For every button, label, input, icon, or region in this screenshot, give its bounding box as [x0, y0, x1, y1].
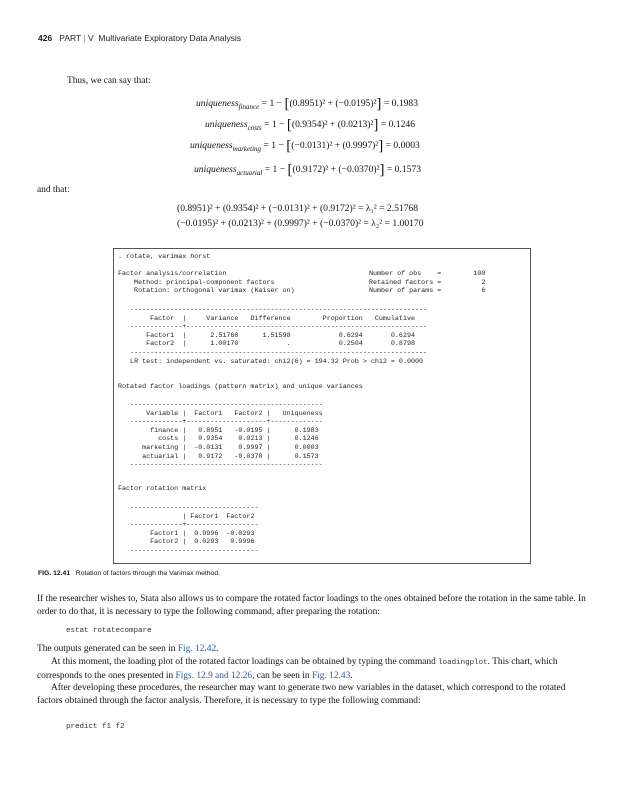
- table-row: marketing | -0.0131 0.9997 | 0.0003: [114, 443, 319, 452]
- table-row: -------------+------------------------------------------------------------: [114, 323, 428, 332]
- table-row: finance | 0.8951 -0.0195 | 0.1983: [114, 426, 319, 435]
- code-line: estat rotatecompare: [66, 627, 152, 635]
- table-row: --------------------------------: [114, 546, 259, 555]
- table-row: ------------------------------------------------: [114, 461, 323, 470]
- table-row: Factor1 | 0.9996 -0.0293: [114, 529, 255, 538]
- table-row: --------------------------------------------------------------------------: [114, 348, 428, 357]
- intro-text: Thus, we can say that:: [67, 76, 151, 86]
- table-row: Factor1 | 2.51768 1.51598 0.6294 0.6294: [114, 331, 415, 340]
- table-row: Factor2 | 0.0293 0.9996: [114, 538, 255, 547]
- paragraph: After developing these procedures, the researcher may want to generate two new variables in the dataset, which correspond to the rotated factors obtained through the factor analysis. Therefore, it is necessary to type the following command:: [37, 683, 566, 706]
- uniqueness-equation: uniqueness$_{costs}$ = 1 − [(0.9354)² + (0.0213)²] = 0.1246: [205, 117, 415, 133]
- stata-header-left: Factor analysis/correlation Method: principal-component factors Rotation: orthogonal varimax (Kaiser on): [118, 270, 295, 296]
- rotation-matrix-table: [114, 504, 258, 556]
- stata-header-right: Number of obs = 100 Retained factors = 2 Number of params = 6: [369, 270, 486, 296]
- uniqueness-equation: uniqueness$_{marketing}$ = 1 − [(−0.0131)² + (0.9997)²] = 0.0003: [190, 138, 420, 154]
- table-row: --------------------------------: [114, 504, 259, 512]
- variance-table: [114, 306, 427, 366]
- uniqueness-equation: uniqueness$_{actuarial}$ = 1 − [(0.9172)² + (−0.0370)²] = 0.1573: [194, 162, 422, 178]
- table-row: ------------------------------------------------: [114, 401, 323, 409]
- chapter-title: Multivariate Exploratory Data Analysis: [98, 33, 242, 43]
- paragraph: At this moment, the loading plot of the rotated factor loadings can be obtained by typing the command loadingplot. This chart, which corresponds to the ones presented in Figs. 12.9 and 12.26, can be seen in Fig. 12.43.: [37, 657, 558, 681]
- rotation-matrix-title: Factor rotation matrix: [118, 485, 207, 493]
- table-row: LR test: independent vs. saturated: chi2(6) = 194.32 Prob > chi2 = 0.0000: [114, 357, 424, 366]
- uniqueness-equation: uniqueness$_{finance}$ = 1 − [(0.8951)² + (−0.0195)²] = 0.1983: [196, 96, 419, 112]
- table-row: Variable | Factor1 Factor2 | Uniqueness: [114, 409, 323, 418]
- figure-caption: FIG. 12.41 Rotation of factors through the Varimax method.: [38, 570, 220, 577]
- rotated-loadings-title: Rotated factor loadings (pattern matrix) and unique variances: [118, 383, 363, 391]
- table-row: costs | 0.9354 0.0213 | 0.1246: [114, 435, 319, 444]
- paragraph: If the researcher wishes to, Stata also allows us to compare the rotated factor loadings to the ones obtained before the rotation in the same table. In order to do that, it is necessary to type the following command, after preparing the rotation:: [37, 594, 586, 617]
- figure-link[interactable]: Figs. 12.9 and 12.26: [175, 671, 253, 681]
- code-line: predict f1 f2: [66, 723, 125, 731]
- stata-output-figure: [113, 248, 531, 564]
- part-label: PART: [59, 33, 82, 43]
- part-number: V: [87, 33, 94, 43]
- eigenvalue-equation: (−0.0195)² + (0.0213)² + (0.9997)² + (−0.0370)² = λ₂² = 1.00170: [177, 218, 424, 229]
- paragraph: The outputs generated can be seen in Fig. 12.42.: [37, 644, 219, 654]
- loadings-table: [114, 401, 323, 470]
- table-row: --------------------------------------------------------------------------: [114, 306, 428, 314]
- figure-label: FIG. 12.41: [38, 570, 71, 577]
- table-row: Factor2 | 1.00170 . 0.2504 0.8798: [114, 340, 415, 349]
- table-row: actuarial | 0.9172 -0.0370 | 0.1573: [114, 452, 319, 461]
- table-row: | Factor1 Factor2: [114, 512, 255, 521]
- table-row: -------------+------------------: [114, 521, 259, 530]
- and-that-text: and that:: [37, 185, 70, 195]
- figure-link[interactable]: Fig. 12.42: [177, 644, 217, 654]
- stata-command: . rotate, varimax horst: [118, 253, 211, 261]
- table-row: Factor | Variance Difference Proportion Cumulative: [114, 314, 415, 323]
- page-number: 426: [38, 33, 53, 43]
- header-separator: |: [83, 33, 86, 43]
- running-header: [38, 33, 241, 43]
- eigenvalue-equation: (0.8951)² + (0.9354)² + (−0.0131)² + (0.9172)² = λ₁² = 2.51768: [177, 203, 419, 214]
- table-row: -------------+--------------------+-------------: [114, 418, 323, 427]
- inline-code: loadingplot: [438, 659, 488, 667]
- figure-link[interactable]: Fig. 12.43: [311, 671, 351, 681]
